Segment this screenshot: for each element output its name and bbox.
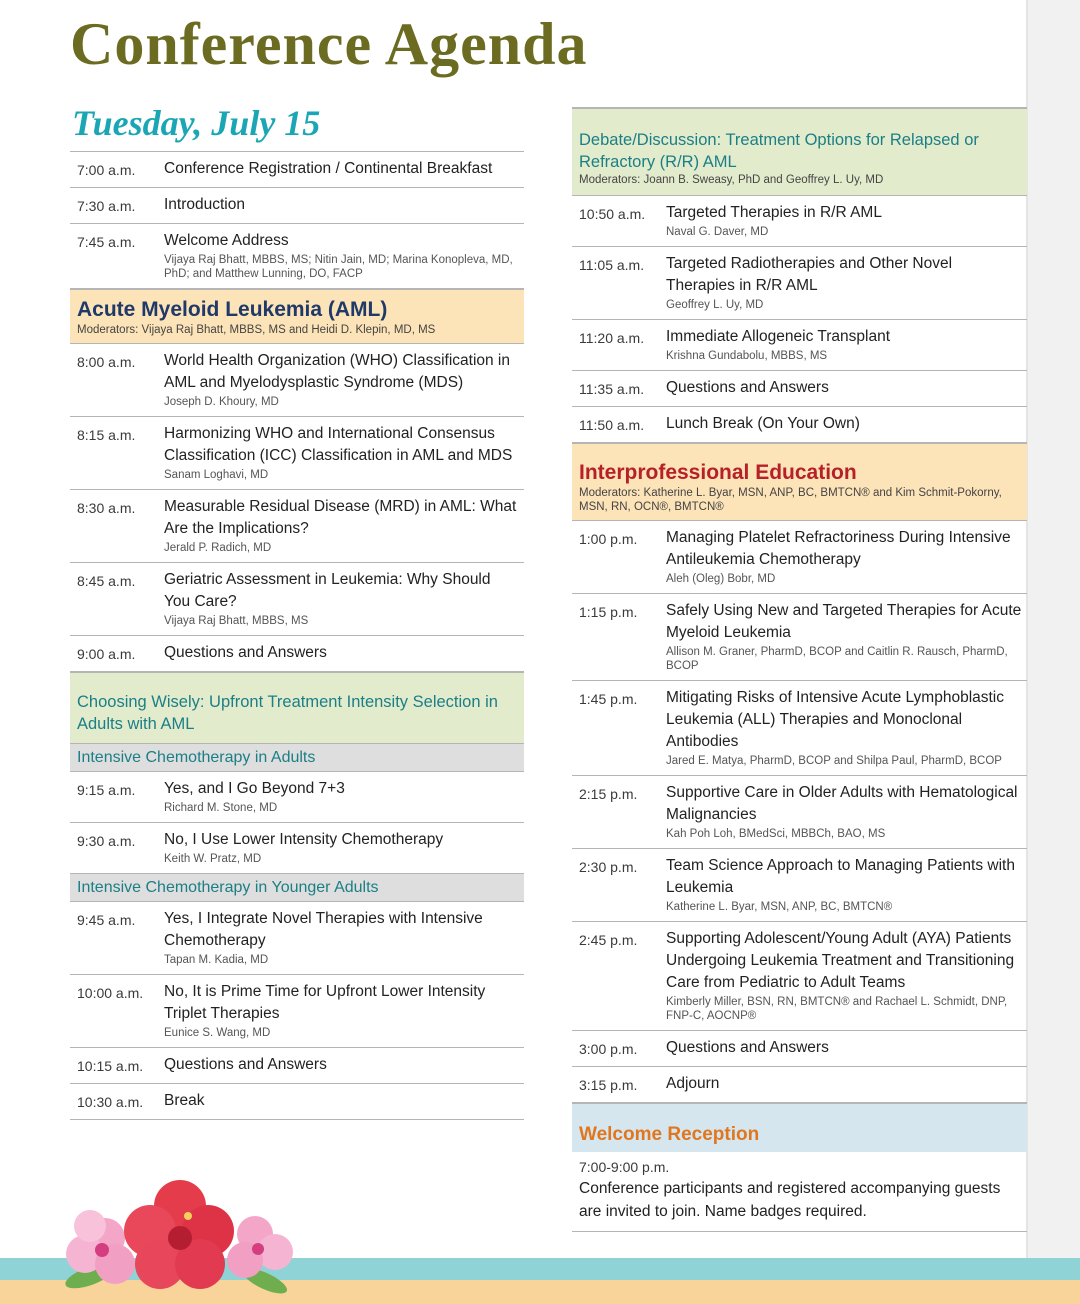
agenda-row [70,562,524,635]
agenda-content [164,778,524,815]
interprof-moderators: Moderators: Katherine L. Byar, MSN, ANP, BC, BMTCN® and Kim Schmit-Pokorny, MSN, RN, OCN®, BMTCN® [579,487,1002,513]
agenda-row [70,151,524,187]
agenda-speakers: Aleh (Oleg) Bobr, MD [666,573,776,585]
debate-section-header [572,107,1027,195]
agenda-row [572,1066,1027,1102]
agenda-talk-title: Team Science Approach to Managing Patients with Leukemia [666,857,1015,896]
agenda-content [164,194,524,216]
subsection-younger-adults: Intensive Chemotherapy in Younger Adults [70,873,524,901]
agenda-speakers: Tapan M. Kadia, MD [164,954,269,966]
agenda-content [164,423,524,482]
choosing-heading: Choosing Wisely: Upfront Treatment Intensity Selection in Adults with AML [77,693,498,733]
agenda-content [164,908,524,967]
agenda-row [572,775,1027,848]
agenda-speakers: Katherine L. Byar, MSN, ANP, BC, BMTCN® [666,901,893,913]
agenda-time: 8:45 a.m. [77,573,136,589]
pink-hibiscus-right-icon [227,1216,293,1278]
agenda-talk-title: Safely Using New and Targeted Therapies for Acute Myeloid Leukemia [666,602,1022,641]
agenda-time: 11:35 a.m. [579,381,645,397]
agenda-speakers: Keith W. Pratz, MD [164,853,262,865]
agenda-content [164,496,524,555]
aml-heading: Acute Myeloid Leukemia (AML) [77,298,388,321]
agenda-content [164,230,524,281]
agenda-time: 3:00 p.m. [579,1041,638,1057]
adults-session [70,771,524,873]
agenda-time: 11:20 a.m. [579,330,645,346]
agenda-talk-title: Conference Registration / Continental Breakfast [164,160,493,177]
left-column [70,151,524,1120]
reception-body [572,1152,1027,1232]
agenda-time: 10:15 a.m. [77,1058,144,1074]
agenda-row [572,680,1027,775]
agenda-time: 11:50 a.m. [579,417,645,433]
agenda-time: 1:00 p.m. [579,531,638,547]
agenda-content [666,600,1027,673]
agenda-content [666,326,1027,363]
page-title: Conference Agenda [70,11,588,77]
agenda-talk-title: Questions and Answers [164,1056,327,1073]
agenda-row [70,223,524,288]
agenda-time: 8:00 a.m. [77,354,136,370]
aml-section-header [70,288,524,343]
agenda-time: 7:30 a.m. [77,198,136,214]
agenda-content [666,1037,1027,1059]
agenda-talk-title: Supportive Care in Older Adults with Hematological Malignancies [666,784,1018,823]
agenda-content [164,1054,524,1076]
agenda-content [666,377,1027,399]
agenda-content [164,569,524,628]
agenda-speakers: Joseph D. Khoury, MD [164,396,279,408]
interprof-session [572,520,1027,1102]
agenda-speakers: Geoffrey L. Uy, MD [666,299,764,311]
agenda-speakers: Vijaya Raj Bhatt, MBBS, MS [164,615,309,627]
red-hibiscus-center-icon [124,1180,234,1289]
agenda-row [572,246,1027,319]
agenda-speakers: Vijaya Raj Bhatt, MBBS, MS; Nitin Jain, MD; Marina Konopleva, MD, PhD; and Matthew Lunning, DO, FACP [164,254,513,280]
agenda-time: 9:45 a.m. [77,912,136,928]
agenda-speakers: Kah Poh Loh, BMedSci, MBBCh, BAO, MS [666,828,886,840]
agenda-content [666,782,1027,841]
agenda-speakers: Sanam Loghavi, MD [164,469,269,481]
agenda-row [572,370,1027,406]
agenda-row [70,635,524,671]
hibiscus-illustration [60,1176,300,1304]
agenda-content [666,527,1027,586]
agenda-time: 7:45 a.m. [77,234,136,250]
agenda-speakers: Jared E. Matya, PharmD, BCOP and Shilpa Paul, PharmD, BCOP [666,755,1002,767]
agenda-speakers: Krishna Gundabolu, MBBS, MS [666,350,828,362]
debate-moderators: Moderators: Joann B. Sweasy, PhD and Geoffrey L. Uy, MD [579,174,884,186]
agenda-row [572,848,1027,921]
agenda-content [164,981,524,1040]
agenda-time: 10:00 a.m. [77,985,144,1001]
agenda-talk-title: Yes, I Integrate Novel Therapies with Intensive Chemotherapy [164,910,483,949]
agenda-content [164,158,524,180]
agenda-talk-title: Welcome Address [164,232,289,249]
agenda-speakers: Jerald P. Radich, MD [164,542,272,554]
agenda-row [70,1083,524,1120]
agenda-content [666,928,1027,1023]
agenda-time: 2:15 p.m. [579,786,638,802]
agenda-content [666,1073,1027,1095]
agenda-content [666,413,1027,435]
agenda-row [572,195,1027,246]
agenda-talk-title: Geriatric Assessment in Leukemia: Why Should You Care? [164,571,491,610]
agenda-row [572,319,1027,370]
agenda-talk-title: Yes, and I Go Beyond 7+3 [164,780,345,797]
agenda-talk-title: No, It is Prime Time for Upfront Lower Intensity Triplet Therapies [164,983,486,1022]
agenda-content [666,855,1027,914]
opening-session [70,151,524,288]
agenda-time: 7:00 a.m. [77,162,136,178]
agenda-talk-title: Questions and Answers [666,379,829,396]
agenda-content [164,1090,524,1112]
agenda-row [70,489,524,562]
aml-moderators: Moderators: Vijaya Raj Bhatt, MBBS, MS and Heidi D. Klepin, MD, MS [77,324,436,336]
reception-heading: Welcome Reception [579,1124,760,1145]
agenda-time: 9:15 a.m. [77,782,136,798]
agenda-talk-title: Lunch Break (On Your Own) [666,415,860,432]
agenda-talk-title: No, I Use Lower Intensity Chemotherapy [164,831,444,848]
agenda-time: 2:30 p.m. [579,859,638,875]
agenda-content [164,350,524,409]
agenda-row [572,593,1027,680]
right-column [572,107,1027,1232]
agenda-talk-title: Mitigating Risks of Intensive Acute Lymphoblastic Leukemia (ALL) Therapies and Monoclonal Antibodies [666,689,1005,750]
reception-time: 7:00-9:00 p.m. [579,1159,670,1175]
agenda-talk-title: Introduction [164,196,245,213]
agenda-time: 9:00 a.m. [77,646,136,662]
agenda-time: 2:45 p.m. [579,932,638,948]
agenda-row [70,343,524,416]
agenda-row [70,187,524,223]
debate-session [572,195,1027,442]
agenda-time: 1:45 p.m. [579,691,638,707]
agenda-talk-title: Break [164,1092,205,1109]
agenda-row [572,921,1027,1030]
agenda-row [70,901,524,974]
agenda-speakers: Richard M. Stone, MD [164,802,278,814]
agenda-row [70,1047,524,1083]
agenda-talk-title: World Health Organization (WHO) Classification in AML and Myelodysplastic Syndrome (MDS) [164,352,510,391]
subsection-adults: Intensive Chemotherapy in Adults [70,743,524,771]
agenda-talk-title: Managing Platelet Refractoriness During Intensive Antileukemia Chemotherapy [666,529,1011,568]
agenda-row [70,974,524,1047]
agenda-speakers: Allison M. Graner, PharmD, BCOP and Caitlin R. Rausch, PharmD, BCOP [666,646,1008,672]
agenda-talk-title: Targeted Radiotherapies and Other Novel Therapies in R/R AML [666,255,953,294]
reception-text: Conference participants and registered accompanying guests are invited to join. Name badges required. [579,1180,1001,1220]
agenda-speakers: Eunice S. Wang, MD [164,1027,271,1039]
reception-section-header [572,1102,1027,1152]
agenda-time: 11:05 a.m. [579,257,645,273]
agenda-time: 10:50 a.m. [579,206,646,222]
agenda-speakers: Kimberly Miller, BSN, RN, BMTCN® and Rachael L. Schmidt, DNP, FNP-C, AOCNP® [666,996,1008,1022]
agenda-row [572,520,1027,593]
agenda-row [572,406,1027,442]
choosing-section-header [70,671,524,743]
agenda-row [70,416,524,489]
agenda-talk-title: Supporting Adolescent/Young Adult (AYA) Patients Undergoing Leukemia Treatment and Transitioning Care from Pediatric to Adult Teams [666,930,1015,991]
day-heading: Tuesday, July 15 [72,103,321,143]
younger-adults-session [70,901,524,1120]
agenda-row [70,771,524,822]
agenda-time: 8:15 a.m. [77,427,136,443]
agenda-content [666,202,1027,239]
interprof-section-header [572,442,1027,520]
agenda-talk-title: Questions and Answers [164,644,327,661]
agenda-content [666,687,1027,768]
aml-session [70,343,524,671]
agenda-time: 1:15 p.m. [579,604,638,620]
agenda-content [164,829,524,866]
page-edge [1028,0,1080,1304]
agenda-time: 10:30 a.m. [77,1094,144,1110]
agenda-talk-title: Questions and Answers [666,1039,829,1056]
agenda-row [572,1030,1027,1066]
agenda-row [70,822,524,873]
agenda-time: 3:15 p.m. [579,1077,638,1093]
agenda-talk-title: Targeted Therapies in R/R AML [666,204,882,221]
agenda-talk-title: Measurable Residual Disease (MRD) in AML: What Are the Implications? [164,498,517,537]
agenda-content [164,642,524,664]
agenda-speakers: Naval G. Daver, MD [666,226,769,238]
debate-heading: Debate/Discussion: Treatment Options for Relapsed or Refractory (R/R) AML [579,131,979,171]
agenda-time: 8:30 a.m. [77,500,136,516]
agenda-talk-title: Adjourn [666,1075,720,1092]
interprof-heading: Interprofessional Education [579,461,857,484]
agenda-talk-title: Harmonizing WHO and International Consensus Classification (ICC) Classification in AML and MDS [164,425,513,464]
agenda-time: 9:30 a.m. [77,833,136,849]
agenda-content [666,253,1027,312]
agenda-talk-title: Immediate Allogeneic Transplant [666,328,891,345]
